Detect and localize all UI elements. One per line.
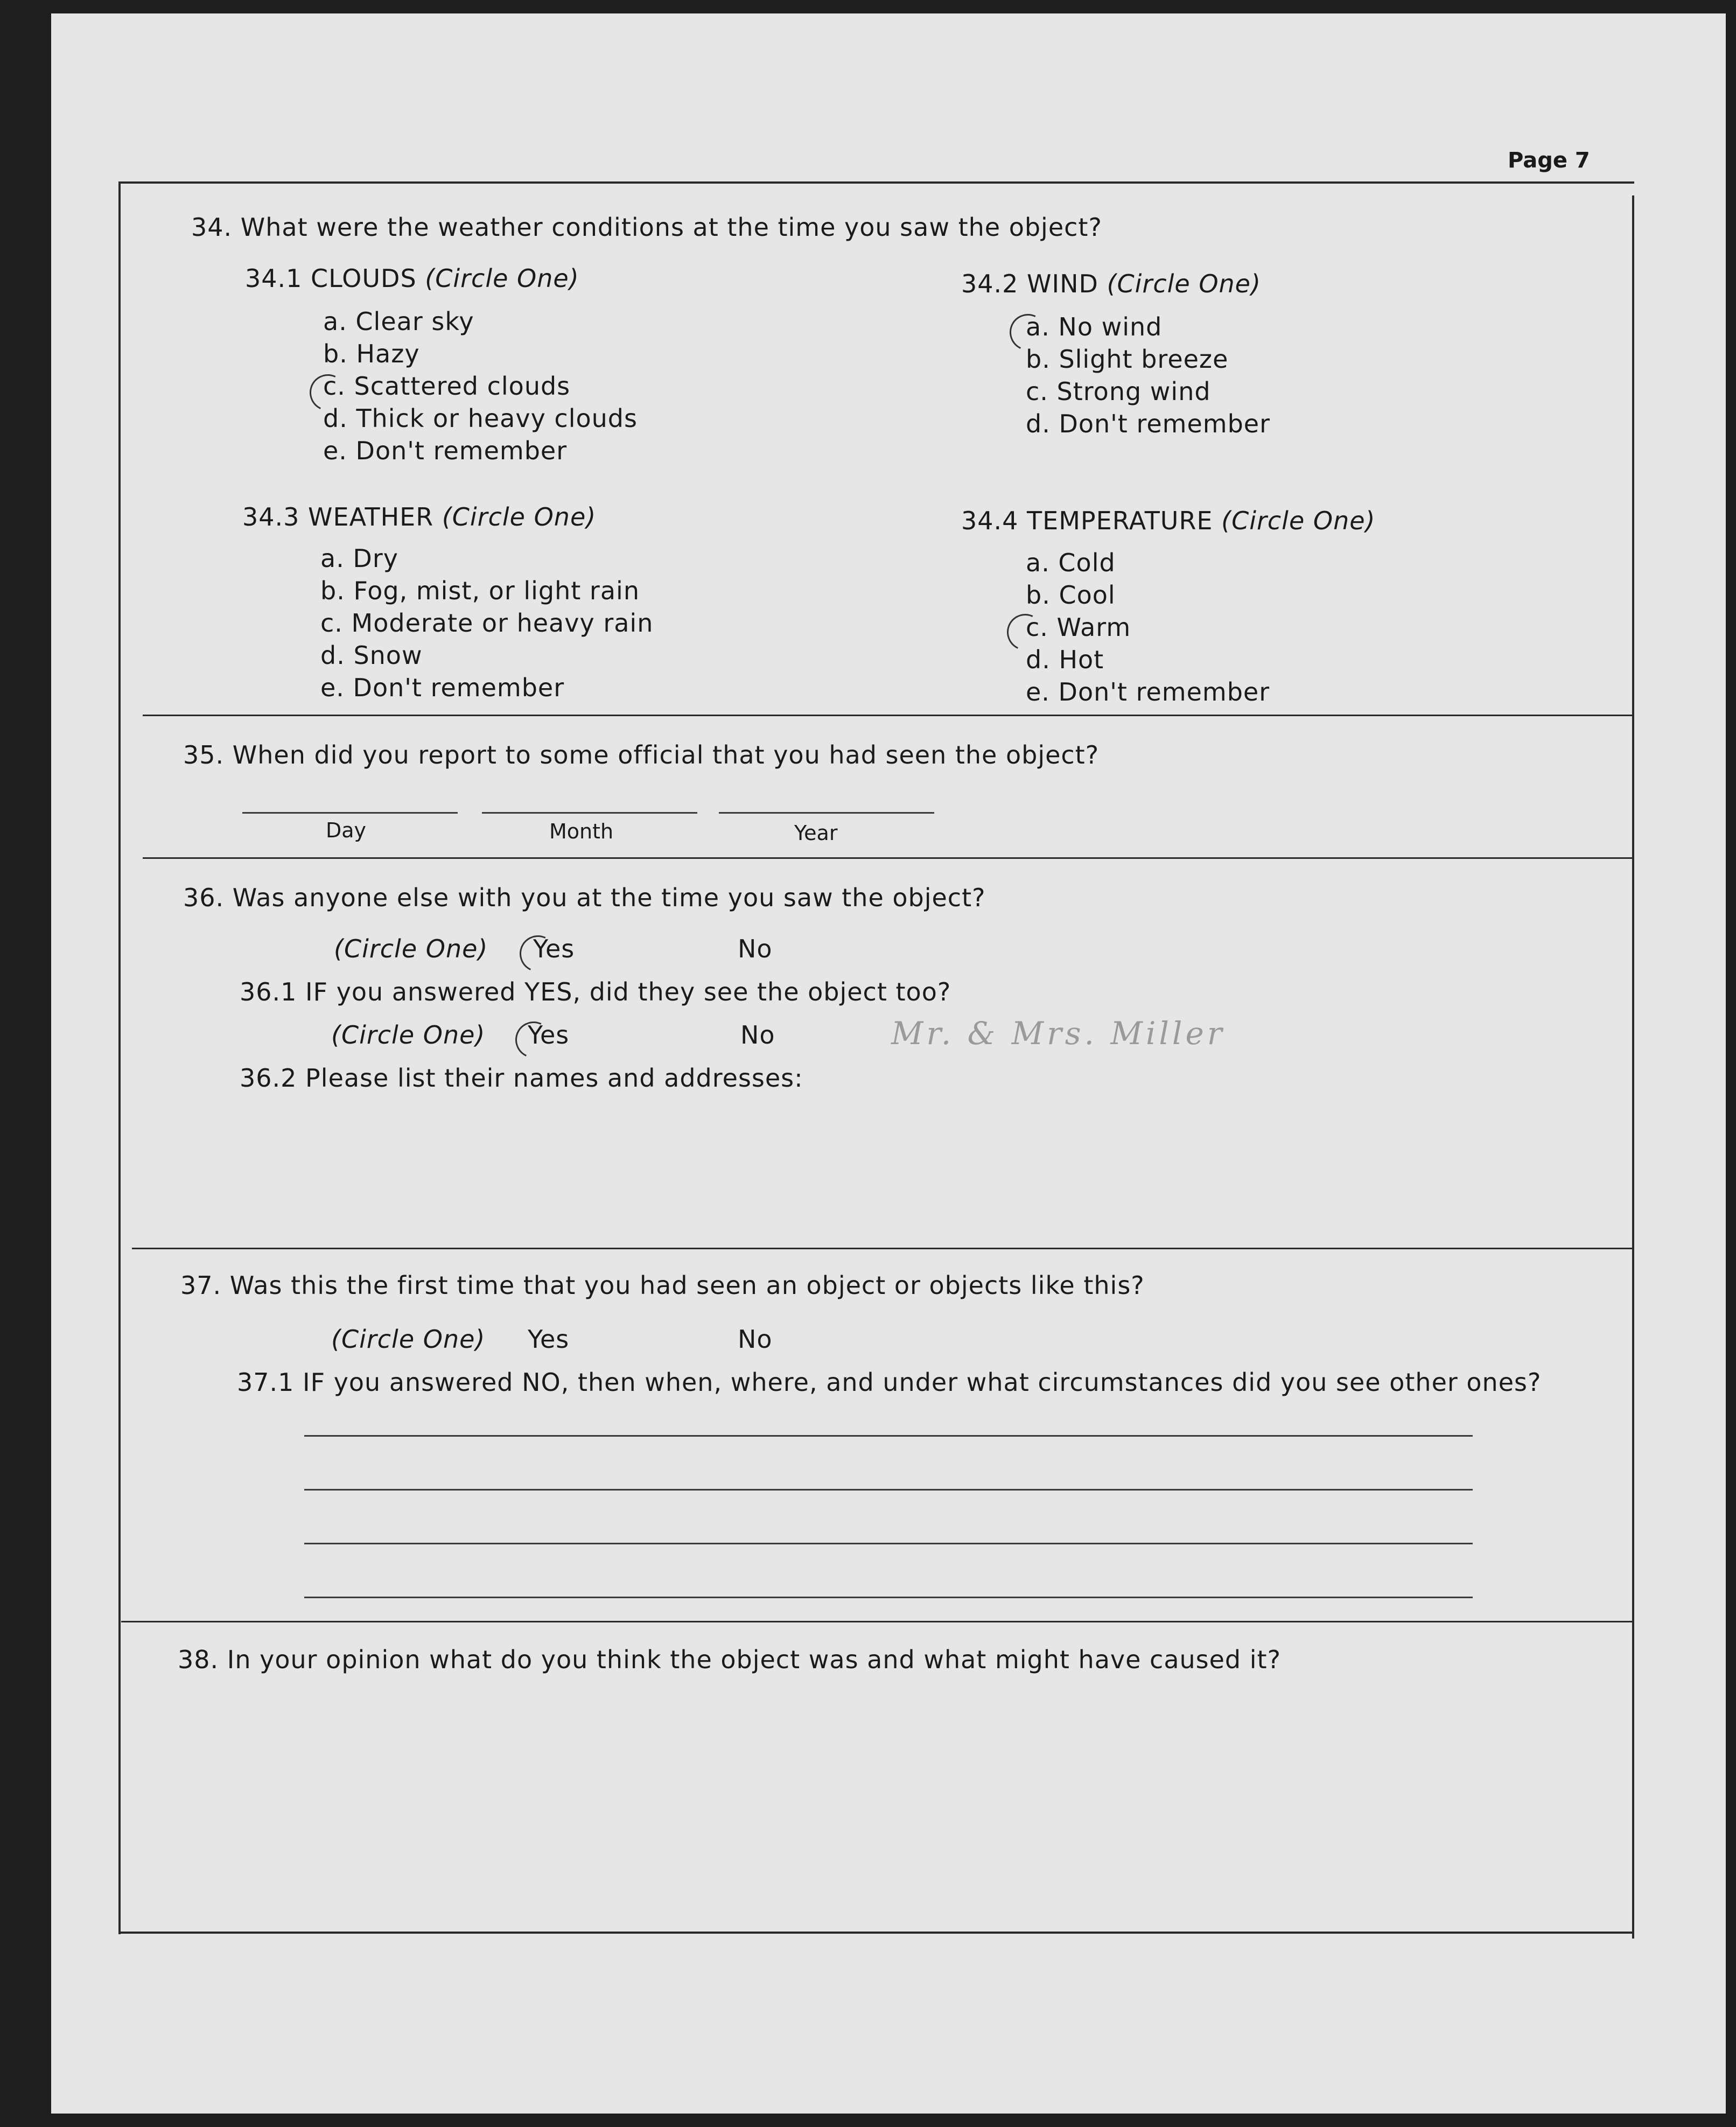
weather-title: 34.3 WEATHER — [242, 502, 434, 531]
clouds-hint: (Circle One) — [425, 264, 579, 293]
q36-sub1-yes-option[interactable]: Yes — [528, 1020, 570, 1049]
temperature-option-c[interactable]: c. Warm — [1026, 613, 1131, 642]
q36-sub1: 36.1 IF you answered YES, did they see the object too? — [240, 977, 951, 1006]
q37-answer-line-4[interactable] — [304, 1597, 1473, 1598]
wind-option-d[interactable]: d. Don't remember — [1026, 409, 1270, 438]
weather-option-c[interactable]: c. Moderate or heavy rain — [320, 608, 654, 638]
q37-answer-line-2[interactable] — [304, 1489, 1473, 1491]
q37-no-option[interactable]: No — [738, 1325, 773, 1354]
q38-answer-area[interactable] — [159, 1688, 1602, 1914]
q37-sub1: 37.1 IF you answered NO, then when, where, and under what circumstances did you see other ones? — [237, 1368, 1542, 1397]
weather-hint: (Circle One) — [442, 502, 597, 531]
clouds-option-c[interactable]: c. Scattered clouds — [323, 372, 571, 401]
q37-answer-line-1[interactable] — [304, 1435, 1473, 1437]
month-label: Month — [549, 820, 614, 843]
clouds-option-e[interactable]: e. Don't remember — [323, 436, 568, 465]
q35-question: 35. When did you report to some official that you had seen the object? — [183, 740, 1100, 769]
day-field[interactable] — [242, 812, 458, 814]
temperature-option-d[interactable]: d. Hot — [1026, 645, 1104, 674]
wind-hint: (Circle One) — [1107, 269, 1261, 298]
frame-top — [118, 181, 1634, 184]
year-field[interactable] — [719, 812, 934, 814]
q36-circle-one: (Circle One) — [334, 934, 488, 963]
q38-question: 38. In your opinion what do you think the object was and what might have caused it? — [178, 1645, 1281, 1674]
frame-bottom — [118, 1932, 1634, 1934]
temperature-option-a[interactable]: a. Cold — [1026, 548, 1116, 577]
q36-no-option[interactable]: No — [738, 934, 773, 963]
q36-sub1-circle-one: (Circle One) — [331, 1020, 486, 1049]
temperature-option-b[interactable]: b. Cool — [1026, 580, 1116, 610]
divider-35-36 — [143, 857, 1634, 859]
weather-option-d[interactable]: d. Snow — [320, 641, 423, 670]
weather-option-a[interactable]: a. Dry — [320, 544, 398, 573]
temperature-hint: (Circle One) — [1221, 506, 1376, 535]
q37-yes-option[interactable]: Yes — [528, 1325, 570, 1354]
q36-sub1-no-option[interactable]: No — [740, 1020, 775, 1049]
clouds-option-a[interactable]: a. Clear sky — [323, 307, 474, 336]
wind-title: 34.2 WIND — [961, 269, 1098, 298]
clouds-option-d[interactable]: d. Thick or heavy clouds — [323, 404, 638, 433]
temperature-title: 34.4 TEMPERATURE — [961, 506, 1213, 535]
divider-37-38 — [121, 1621, 1634, 1622]
divider-34-35 — [143, 715, 1634, 716]
clouds-title: 34.1 CLOUDS — [245, 264, 417, 293]
month-field[interactable] — [482, 812, 697, 814]
q36-question: 36. Was anyone else with you at the time you saw the object? — [183, 883, 986, 912]
form-page — [51, 13, 1726, 2114]
frame-left — [118, 181, 121, 1934]
q37-question: 37. Was this the first time that you had seen an object or objects like this? — [180, 1271, 1145, 1300]
handwritten-names: Mr. & Mrs. Miller — [891, 1015, 1226, 1052]
divider-36-37 — [132, 1248, 1634, 1249]
weather-option-b[interactable]: b. Fog, mist, or light rain — [320, 576, 640, 605]
q34-question: 34. What were the weather conditions at the time you saw the object? — [191, 213, 1102, 242]
weather-option-e[interactable]: e. Don't remember — [320, 673, 565, 702]
temperature-option-e[interactable]: e. Don't remember — [1026, 677, 1270, 706]
q36-sub2: 36.2 Please list their names and addresses: — [240, 1064, 803, 1093]
q36-yes-option[interactable]: Yes — [533, 934, 575, 963]
q37-answer-line-3[interactable] — [304, 1543, 1473, 1544]
frame-right — [1632, 195, 1634, 1939]
page-number: Page 7 — [1508, 148, 1590, 173]
wind-option-b[interactable]: b. Slight breeze — [1026, 345, 1229, 374]
day-label: Day — [326, 818, 367, 842]
clouds-option-b[interactable]: b. Hazy — [323, 339, 420, 368]
wind-option-a[interactable]: a. No wind — [1026, 312, 1163, 341]
year-label: Year — [794, 821, 838, 845]
wind-option-c[interactable]: c. Strong wind — [1026, 377, 1211, 406]
q37-circle-one: (Circle One) — [331, 1325, 486, 1354]
